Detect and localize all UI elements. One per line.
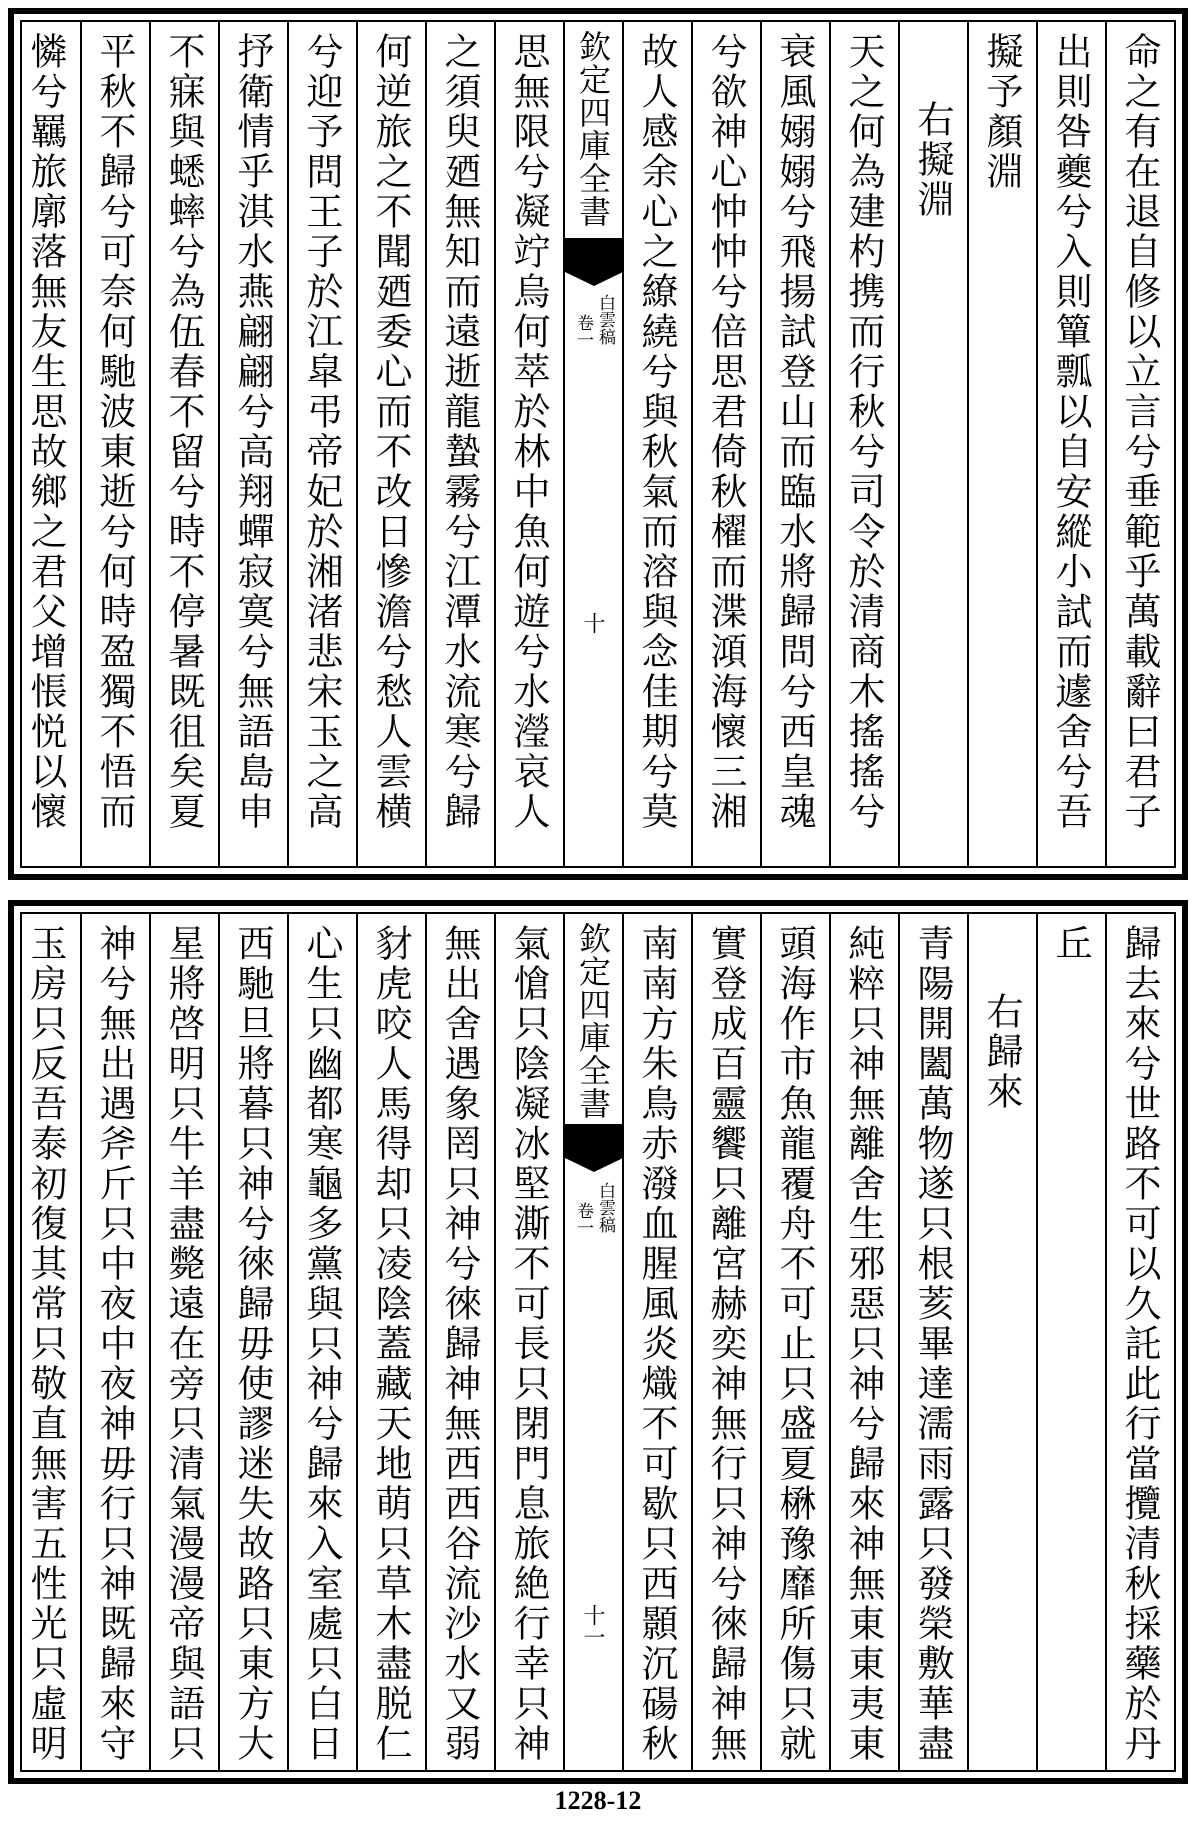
- text-column: 南南方朱鳥赤潑血腥風炎熾不可歇只西顥沉碭秋: [622, 914, 691, 1770]
- text-column: 故人感余心之繚繞兮與秋氣而溶與念佳期兮莫: [622, 22, 691, 866]
- center-page-number: 十一: [580, 1604, 605, 1648]
- text-column: 平秋不歸兮可奈何馳波東逝兮何時盈獨不悟而: [80, 22, 149, 866]
- section-end-column: 右歸來: [967, 914, 1036, 1770]
- text-column: 思無限兮凝竚烏何萃於林中魚何遊兮水瀅哀人: [494, 22, 563, 866]
- text-column: 丘: [1036, 914, 1105, 1770]
- center-volume: 卷一: [573, 1202, 593, 1236]
- text-column: 心生只幽都寒龜多黨與只神兮歸來入室處只白日: [287, 914, 356, 1770]
- fishtail-mark: [565, 1124, 622, 1158]
- center-fold-strip: [563, 914, 622, 1770]
- center-fold-strip: [563, 22, 622, 866]
- text-column: 憐兮羈旅廓落無友生思故鄉之君父增悵悦以懷: [24, 32, 67, 832]
- top-page-columns: [22, 22, 1174, 866]
- bottom-page-columns: [22, 914, 1174, 1770]
- text-column: 純粹只神無離舍生邪惡只神兮歸來神無東東夷東: [829, 914, 898, 1770]
- center-collection-title: 欽定四庫全書: [574, 922, 612, 1120]
- section-end-column: 右擬淵: [898, 22, 967, 866]
- text-column: 玉房只反吾泰初復其常只敬直無害五性光只虛明: [24, 924, 67, 1764]
- center-collection-title: 欽定四庫全書: [574, 30, 612, 228]
- text-column: 何逆旅之不聞廼委心而不改日慘澹兮愁人雲横: [356, 22, 425, 866]
- footer-page-number: 1228-12: [554, 1786, 642, 1815]
- text-column: 神兮無出遇斧斤只中夜中夜神毋行只神既歸來守: [80, 914, 149, 1770]
- text-column: 命之有在退自修以立言兮垂範乎萬載辭曰君子: [1105, 22, 1174, 866]
- bottom-page: [8, 900, 1188, 1784]
- text-column: 兮迎予問王子於江皐弔帝妃於湘渚悲宋玉之高: [287, 22, 356, 866]
- text-column: 不寐與蟋蟀兮為伍春不留兮時不停暑既徂矣夏: [149, 22, 218, 866]
- top-page: [8, 8, 1188, 880]
- center-book-title: 白雲稿: [595, 294, 615, 345]
- text-column: 出則咎夔兮入則簞瓢以自安縱小試而遽舍兮吾: [1036, 22, 1105, 866]
- text-column: 無出舍遇象罔只神兮徠歸神無西西谷流沙水又弱: [425, 914, 494, 1770]
- center-book-title: 白雲稿: [595, 1182, 615, 1233]
- center-volume: 卷一: [573, 314, 593, 348]
- text-column: 青陽開闔萬物遂只根荄畢達濡雨露只發榮敷華盡: [898, 914, 967, 1770]
- text-column: 歸去來兮世路不可以久託此行當攬清秋採藥於丹: [1105, 914, 1174, 1770]
- text-column: 抒衛情乎淇水燕翩翩兮高翔蟬寂寞兮無語島申: [218, 22, 287, 866]
- text-column: 星將啓明只牛羊盡斃遠在旁只清氣漫漫帝與語只: [149, 914, 218, 1770]
- text-column: 頭海作市魚龍覆舟不可止只盛夏楙豫靡所傷只就: [760, 914, 829, 1770]
- text-column: 兮欲神心忡忡兮倍思君倚秋櫂而渫澒海懷三湘: [691, 22, 760, 866]
- text-column: 豺虎咬人馬得却只凌陰蓋藏天地萌只草木盡脱仁: [356, 914, 425, 1770]
- text-column: 西馳旦將暮只神兮徠歸毋使謬迷失故路只東方大: [218, 914, 287, 1770]
- section-title-column: 擬予顏淵: [967, 22, 1036, 866]
- top-page-frame: [20, 20, 1176, 868]
- text-column: 天之何為建杓携而行秋兮司令於清商木搖搖兮: [829, 22, 898, 866]
- fishtail-mark: [565, 238, 622, 272]
- text-column: 氣愴只陰凝冰堅澌不可長只閉門息旅絶行幸只神: [494, 914, 563, 1770]
- bottom-page-frame: [20, 912, 1176, 1772]
- center-page-number: 十: [580, 612, 605, 634]
- text-column: 實登成百靈饗只離宮赫奕神無行只神兮徠歸神無: [691, 914, 760, 1770]
- text-column: 衰風嫋嫋兮飛揚試登山而臨水將歸問兮西皇魂: [760, 22, 829, 866]
- text-column: 之須臾廼無知而遠逝龍蟄霧兮江潭水流寒兮歸: [425, 22, 494, 866]
